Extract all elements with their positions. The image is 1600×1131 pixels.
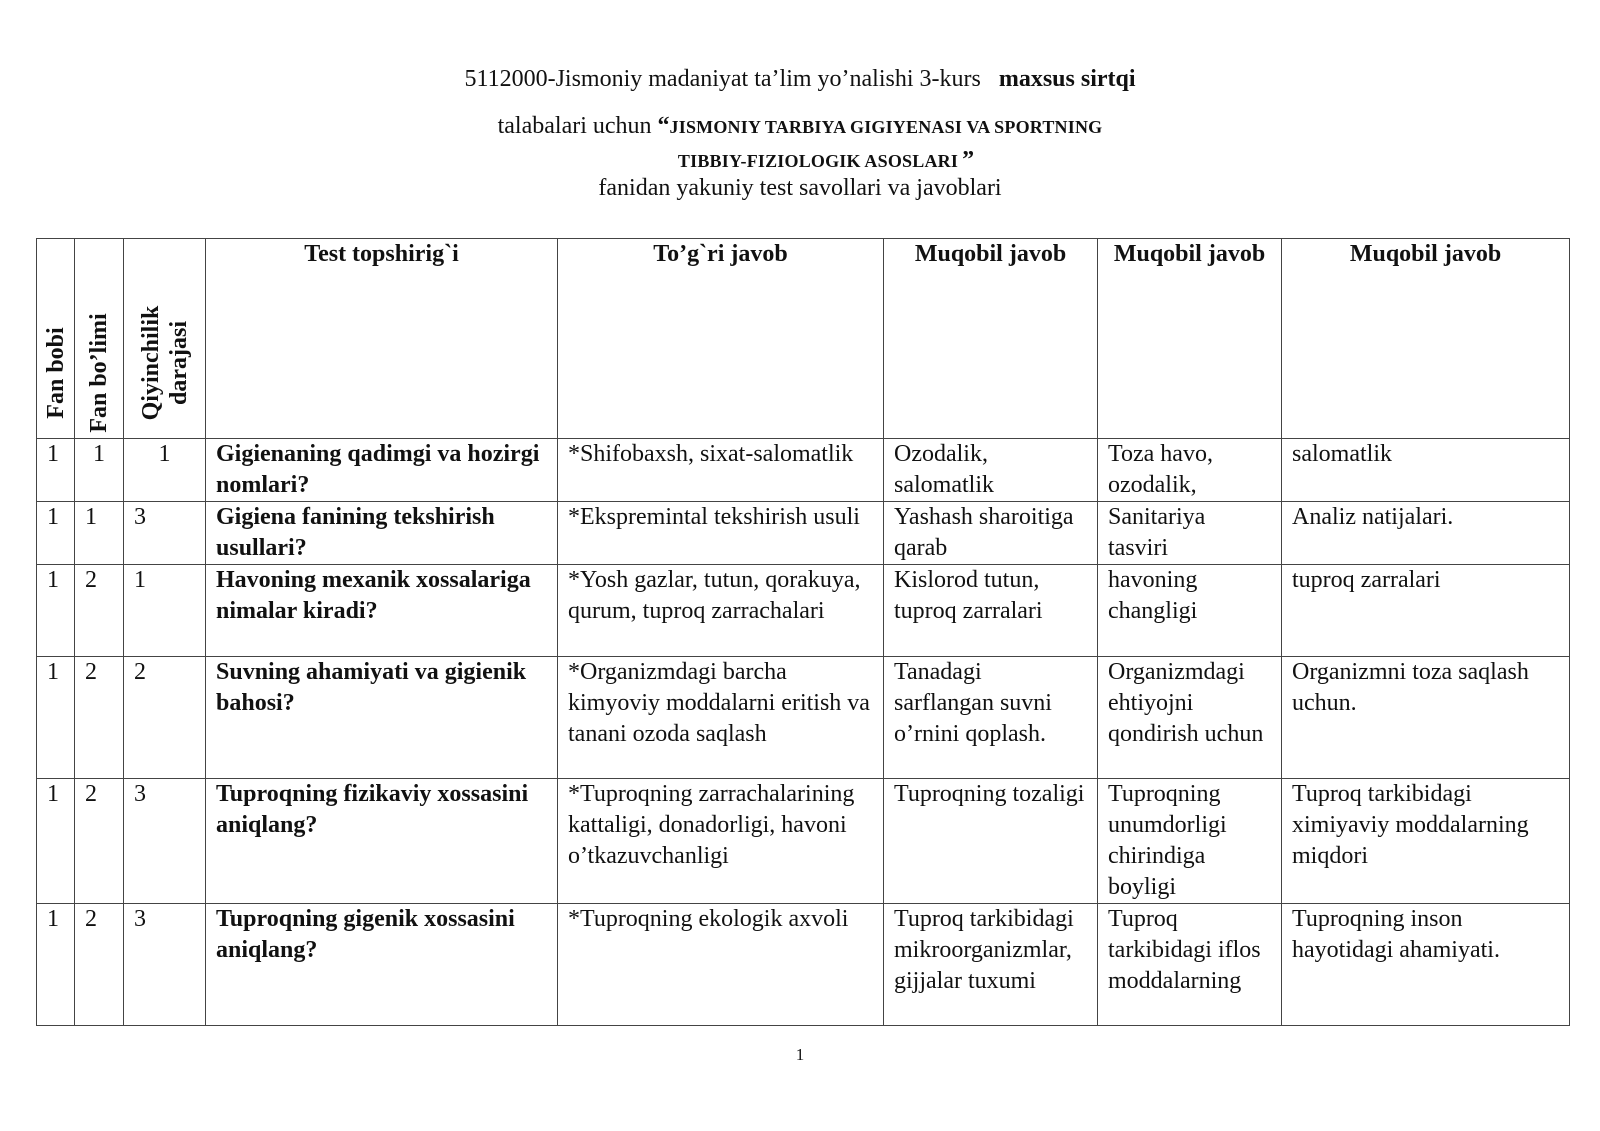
cell-correct-answer: *Tuproqning zarrachalarining kattaligi, donadorligi, havoni o’tkazuvchanligi bbox=[558, 779, 884, 904]
table-row bbox=[37, 502, 1570, 565]
cell-qiyinchilik: 2 bbox=[124, 657, 206, 779]
cell-alternative-1: Tuproq tarkibidagi mikroorganizmlar, gijjalar tuxumi bbox=[884, 904, 1098, 1026]
cell-qiyinchilik: 1 bbox=[124, 439, 206, 502]
qiyinchilik-label-line-2: darajasi bbox=[165, 321, 192, 405]
col-header-fan-bolimi bbox=[75, 239, 124, 439]
cell-fan-bolimi: 2 bbox=[75, 565, 124, 657]
page-number: 1 bbox=[795, 1045, 805, 1064]
cell-fan-bobi: 1 bbox=[37, 904, 75, 1026]
cell-alternative-2: Tuproqning unumdorligi chirindiga boyligi bbox=[1098, 779, 1282, 904]
col-header-alt-1: Muqobil javob bbox=[884, 239, 1098, 439]
cell-alternative-3: Analiz natijalari. bbox=[1282, 502, 1570, 565]
heading-line-4: fanidan yakuniy test savollari va javoblari bbox=[598, 175, 1002, 201]
cell-correct-answer: *Shifobaxsh, sixat-salomatlik bbox=[558, 439, 884, 502]
subject-title-line-2: TIBBIY-FIZIOLOGIK ASOSLARI bbox=[677, 151, 959, 171]
table-row bbox=[37, 565, 1570, 657]
cell-fan-bobi: 1 bbox=[37, 779, 75, 904]
cell-qiyinchilik: 3 bbox=[124, 502, 206, 565]
test-table bbox=[36, 238, 1570, 1026]
table-row bbox=[37, 439, 1570, 502]
cell-alternative-1: Ozodalik, salomatlik bbox=[884, 439, 1098, 502]
col-header-test: Test topshirig`i bbox=[206, 239, 558, 439]
cell-question: Suvning ahamiyati va gigienik bahosi? bbox=[206, 657, 558, 779]
col-header-qiyinchilik bbox=[124, 239, 206, 439]
study-form-text: maxsus sirtqi bbox=[998, 66, 1136, 92]
cell-question: Tuproqning gigenik xossasini aniqlang? bbox=[206, 904, 558, 1026]
table-row bbox=[37, 779, 1570, 904]
col-header-alt-3: Muqobil javob bbox=[1282, 239, 1570, 439]
cell-fan-bolimi: 1 bbox=[75, 439, 124, 502]
open-quote: “ bbox=[657, 113, 670, 139]
cell-qiyinchilik: 3 bbox=[124, 904, 206, 1026]
heading-line-3 bbox=[0, 147, 1600, 174]
table-header-row bbox=[37, 239, 1570, 439]
col-header-fan-bobi bbox=[37, 239, 75, 439]
cell-question: Gigienaning qadimgi va hozirgi nomlari? bbox=[206, 439, 558, 502]
table-row bbox=[37, 657, 1570, 779]
col-header-correct: To’g`ri javob bbox=[558, 239, 884, 439]
cell-alternative-2: Toza havo, ozodalik, bbox=[1098, 439, 1282, 502]
cell-correct-answer: *Yosh gazlar, tutun, qorakuya, qurum, tuproq zarrachalari bbox=[558, 565, 884, 657]
heading-line-1 bbox=[0, 66, 1600, 93]
subject-title-line-1: JISMONIY TARBIYA GIGIYENASI VA SPORTNING bbox=[669, 117, 1103, 137]
program-text: 5112000-Jismoniy madaniyat ta’lim yo’nalishi 3-kurs bbox=[464, 66, 981, 92]
cell-question: Gigiena fanining tekshirish usullari? bbox=[206, 502, 558, 565]
cell-fan-bolimi: 1 bbox=[75, 502, 124, 565]
heading-line-2 bbox=[0, 113, 1600, 140]
qiyinchilik-label-line-1: Qiyinchilik bbox=[137, 305, 164, 421]
cell-alternative-1: Tuproqning tozaligi bbox=[884, 779, 1098, 904]
audience-text: talabalari uchun bbox=[497, 113, 652, 139]
cell-fan-bobi: 1 bbox=[37, 565, 75, 657]
qiyinchilik-label bbox=[135, 288, 195, 438]
cell-alternative-3: Tuproqning inson hayotidagi ahamiyati. bbox=[1282, 904, 1570, 1026]
cell-question: Havoning mexanik xossalariga nimalar kiradi? bbox=[206, 565, 558, 657]
cell-fan-bobi: 1 bbox=[37, 439, 75, 502]
cell-fan-bolimi: 2 bbox=[75, 779, 124, 904]
cell-alternative-2: Tuproq tarkibidagi iflos moddalarning bbox=[1098, 904, 1282, 1026]
cell-alternative-3: tuproq zarralari bbox=[1282, 565, 1570, 657]
cell-alternative-2: Sanitariya tasviri bbox=[1098, 502, 1282, 565]
cell-alternative-1: Kislorod tutun, tuproq zarralari bbox=[884, 565, 1098, 657]
cell-alternative-3: Organizmni toza saqlash uchun. bbox=[1282, 657, 1570, 779]
cell-qiyinchilik: 1 bbox=[124, 565, 206, 657]
table-row bbox=[37, 904, 1570, 1026]
cell-alternative-3: Tuproq tarkibidagi ximiyaviy moddalarning miqdori bbox=[1282, 779, 1570, 904]
cell-alternative-1: Tanadagi sarflangan suvni o’rnini qoplash. bbox=[884, 657, 1098, 779]
cell-correct-answer: *Organizmdagi barcha kimyoviy moddalarni eritish va tanani ozoda saqlash bbox=[558, 657, 884, 779]
cell-fan-bobi: 1 bbox=[37, 502, 75, 565]
cell-correct-answer: *Ekspremintal tekshirish usuli bbox=[558, 502, 884, 565]
cell-alternative-3: salomatlik bbox=[1282, 439, 1570, 502]
cell-qiyinchilik: 3 bbox=[124, 779, 206, 904]
cell-question: Tuproqning fizikaviy xossasini aniqlang? bbox=[206, 779, 558, 904]
col-header-alt-2: Muqobil javob bbox=[1098, 239, 1282, 439]
cell-fan-bobi: 1 bbox=[37, 657, 75, 779]
table-body bbox=[37, 439, 1570, 1026]
cell-alternative-2: havoning changligi bbox=[1098, 565, 1282, 657]
cell-fan-bolimi: 2 bbox=[75, 904, 124, 1026]
fan-bobi-label: Fan bobi bbox=[42, 327, 69, 419]
cell-alternative-1: Yashash sharoitiga qarab bbox=[884, 502, 1098, 565]
close-quote: ” bbox=[962, 147, 975, 173]
fan-bolimi-label: Fan bo’limi bbox=[86, 313, 112, 433]
cell-correct-answer: *Tuproqning ekologik axvoli bbox=[558, 904, 884, 1026]
cell-fan-bolimi: 2 bbox=[75, 657, 124, 779]
cell-alternative-2: Organizmdagi ehtiyojni qondirish uchun bbox=[1098, 657, 1282, 779]
